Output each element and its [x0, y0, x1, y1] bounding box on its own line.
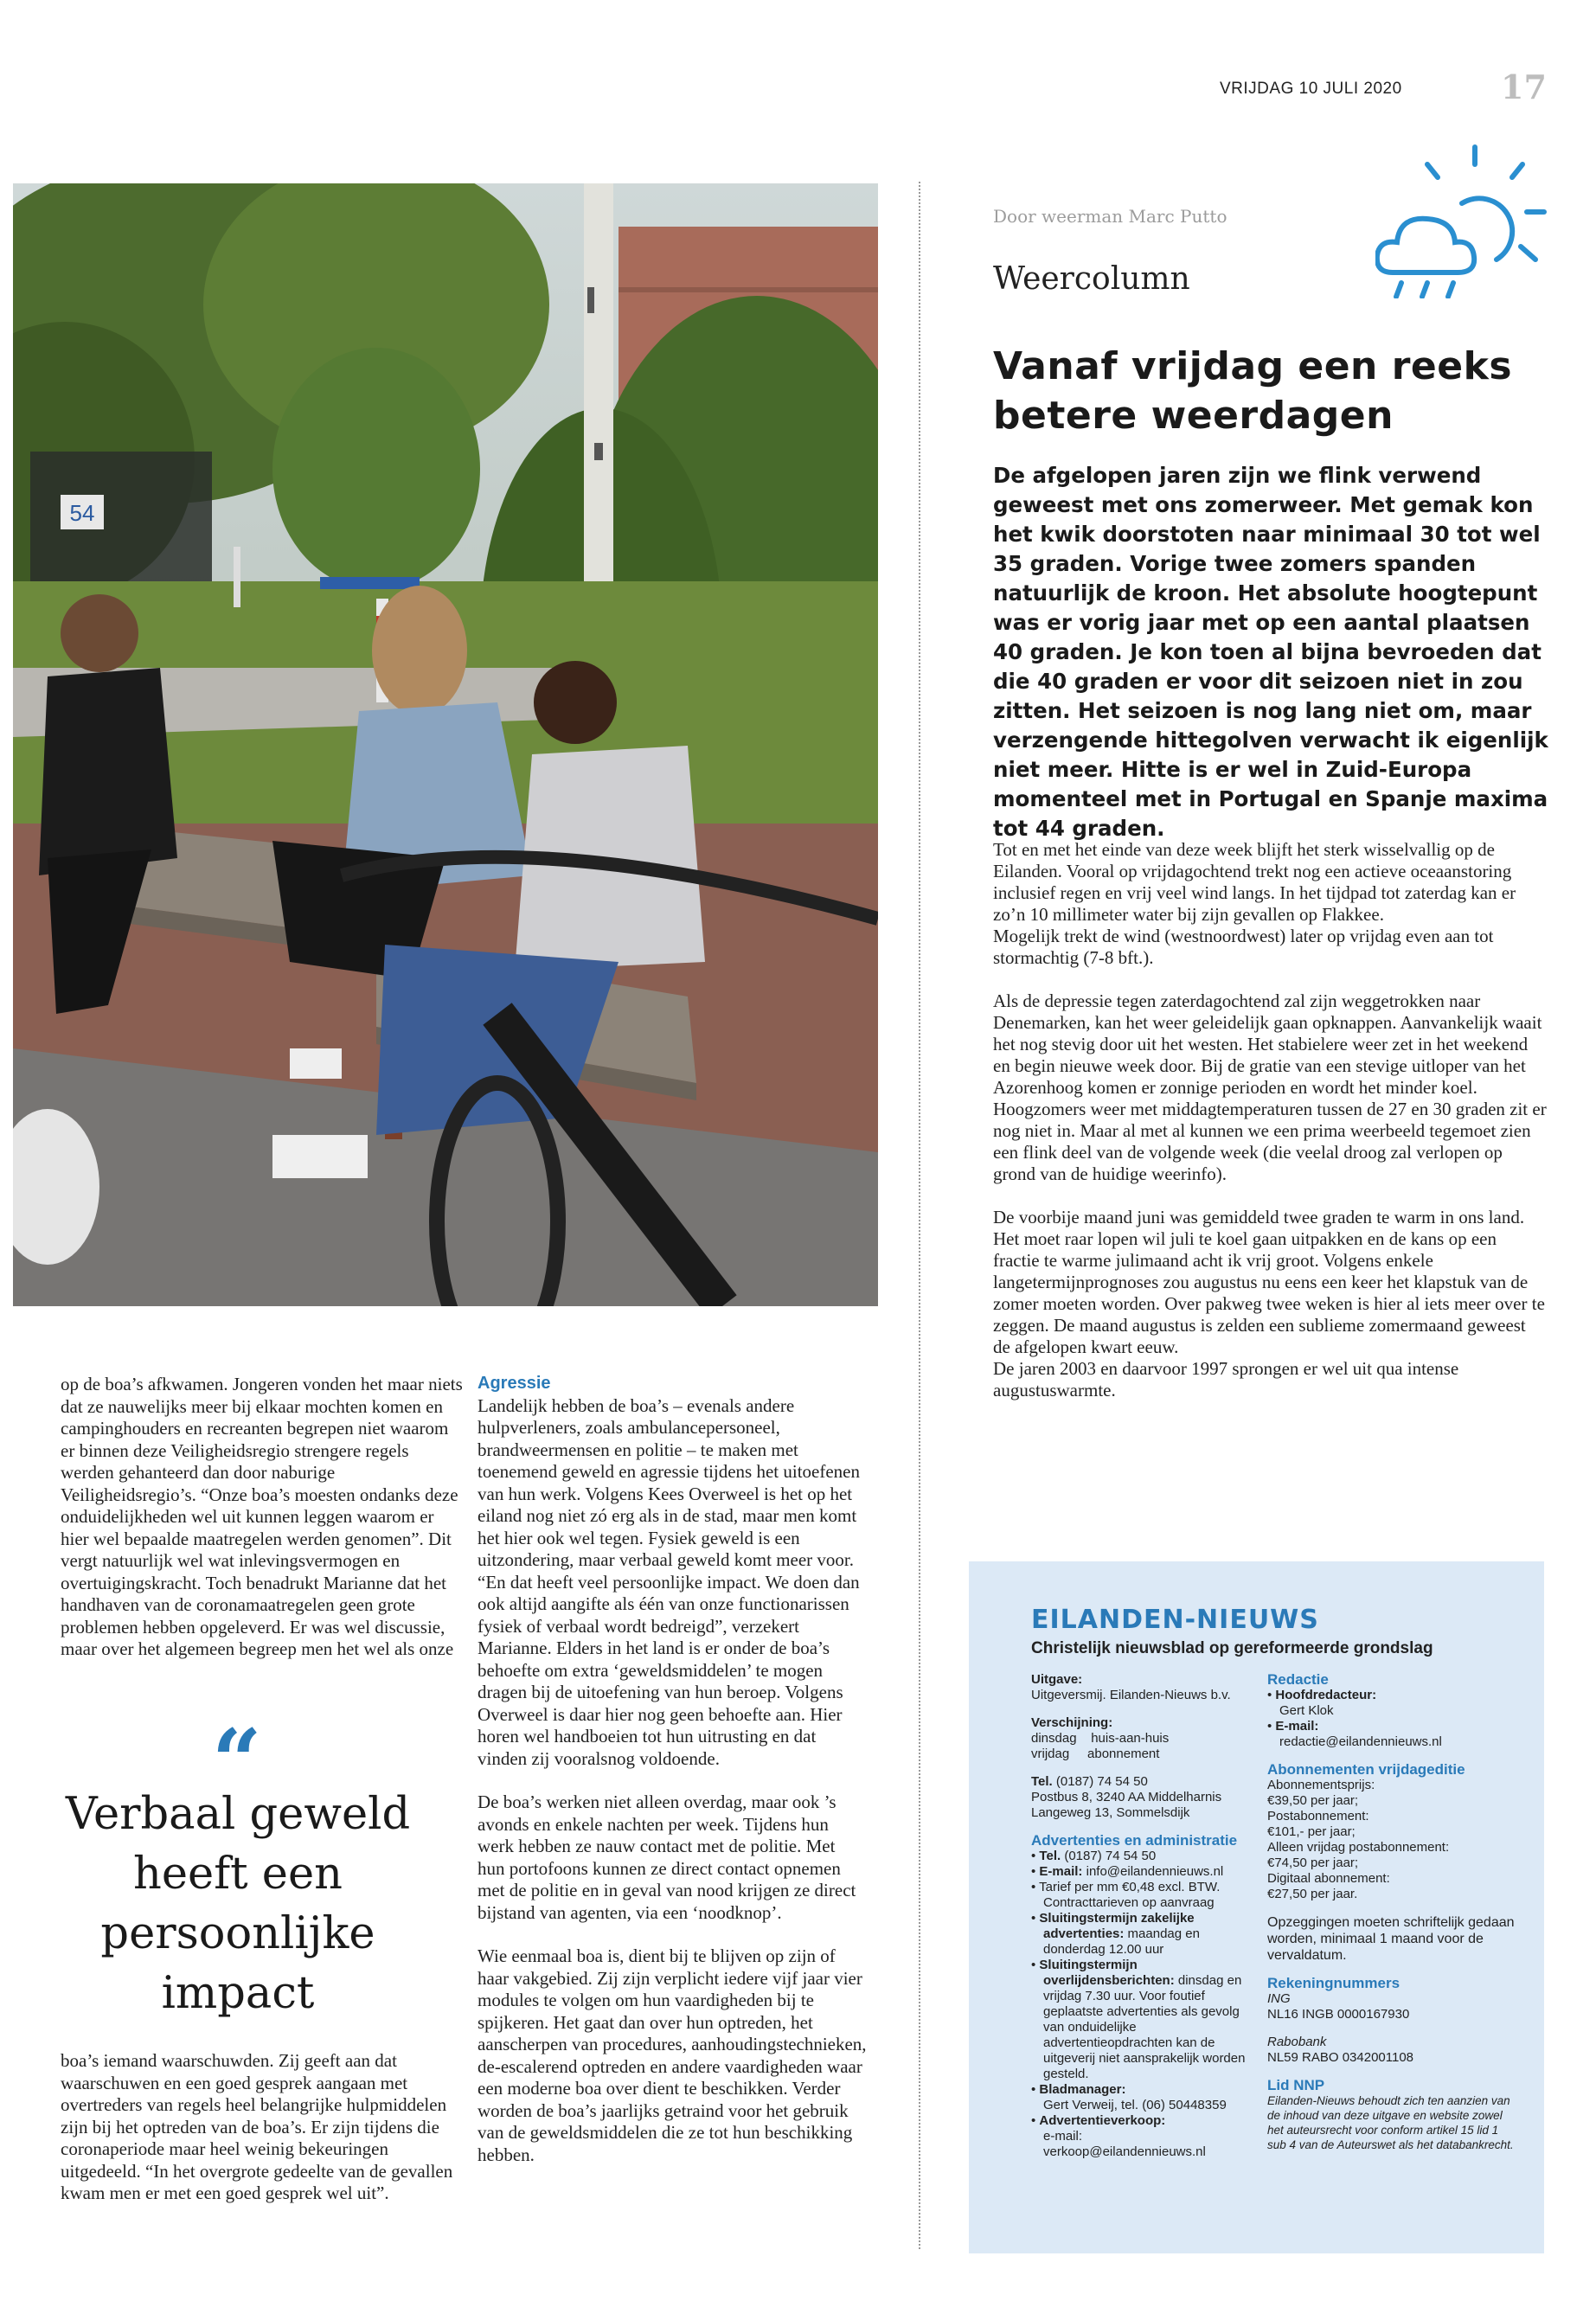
fence-sign-number: 54 — [69, 500, 95, 526]
colofon-column-right: Redactie • Hoofdredacteur: Gert Klok • E-mail: redactie@eilandennieuws.nl Abonnementen vrijdageditie Abonnementsprijs: €39,50 per jaar; Postabonnement: €101,- per jaar; Alleen vrijdag postabonnement: €74,50 per jaar; Digitaal abonnement: €27,50 per jaar. Opzeggingen moeten schriftelijk gedaan worden, minimaal 1 maand voor de vervaldatum. Rekeningnummers ING NL16 INGB 0000167930 Rabobank NL59 RABO 0342001108 Lid NNP Eilanden-Nieuws behoudt zich ten aanzien van de inhoud van deze uitgave en website zowel het auteursrecht voor conform artikel 15 lid 1 sub 4 van de Auteurswet als het databankrecht. — [1267, 1672, 1518, 2152]
article-photo — [13, 183, 878, 1306]
section-title: Redactie — [1267, 1671, 1329, 1688]
column-title: Weercolumn — [993, 261, 1190, 297]
article-paragraph: Landelijk hebben de boa’s – evenals andere hulpverleners, zoals ambulancepersoneel, brandweermensen en politie – te maken met toenemend geweld en agressie tijdens het uitoefenen van hun werk. Volgens Kees Overweel is het op het eiland nog niet zó erg als in de stad, maar men komt het hier ook wel tegen. Fysiek geweld is een uitzondering, maar verbaal geweld komt meer voor. “En dat heeft veel persoonlijke impact. We doen dan ook altijd aangifte als één van onze functionarissen fysiek of verbaal wordt bedreigd”, verzekert Marianne. Elders in het land is er onder de boa’s behoefte om extra ‘geweldsmiddelen’ te mogen dragen bij de uitoefening van hun beroep. Volgens Overweel is daar hier nog geen behoefte aan. Hier horen wel handboeien tot hun uitrusting en dat vinden zij vooralsnog voldoende. — [478, 1394, 861, 1769]
section-title: Lid NNP — [1267, 2077, 1325, 2093]
article-paragraph: De boa’s werken niet alleen overdag, maar ook ’s avonds en enkele nachten per week. Tijdens hun werk hebben ze nauw contact met de politie. Met hun portofoons kunnen ze direct contact opnemen met de politie en in geval van nood krijgen ze direct bijstand van agenten, via een ‘noodknop’. — [478, 1791, 856, 1923]
column-divider — [919, 182, 920, 2249]
article-paragraph: Wie eenmaal boa is, dient bij te blijven op zijn of haar vakgebied. Zij zijn verplicht iedere vijf jaar vier modules te volgen om hun vaardigheden bij te spijkeren. Het gaat dan over hun optreden, het aanscherpen van procedures, aanhoudingstechnieken, de-escalerend optreden en andere vaardigheden waar een moderne boa over dient te beschikken. Verder worden de boa’s jaarlijks getraind voor het gebruik van de geweldsmiddelen die ze tot hun beschikking hebben. — [478, 1945, 867, 2165]
weather-headline: Vanaf vrijdag een reeks betere weerdagen — [993, 344, 1513, 438]
email-link[interactable]: info@eilandennieuws.nl — [1082, 1864, 1224, 1879]
article-column-2 — [478, 1373, 867, 2188]
brand-logo: EILANDEN-NIEUWS — [1031, 1605, 1319, 1635]
quote-mark-icon: “ — [212, 1710, 262, 1812]
weather-body — [993, 839, 1547, 1423]
email-link[interactable]: verkoop@eilandennieuws.nl — [1043, 2144, 1206, 2159]
email-link[interactable]: redactie@eilandennieuws.nl — [1279, 1734, 1442, 1749]
issue-date: VRIJDAG 10 JULI 2020 — [1220, 80, 1402, 98]
weather-paragraph: De voorbije maand juni was gemiddeld twee graden te warm in ons land. Het moet raar lopen wil juli te koel gaan uitpakken en de kans op een fractie te warme julimaand acht ik vrij groot. Volgens enkele langetermijnprognoses zou augustus nu eens een keer het klapstuk van de zomer moeten worden. Over pakweg twee weken is hier al iets meer over te zeggen. De maand augustus is zelden een sublieme zomermaand geweest de afgelopen kwart eeuw. De jaren 2003 en daarvoor 1997 sprongen er wel uit qua intense augustuswarmte. — [993, 1207, 1545, 1400]
weather-paragraph: Tot en met het einde van deze week blijft het sterk wisselvallig op de Eilanden. Vooral op vrijdagochtend trekt nog een actieve oceaanstoring inclusief regen en vrij veel wind langs. In het tijdpad tot zaterdag kan er zo’n 10 millimeter water bij zijn gevallen op Flakkee. Mogelijk trekt de wind (westnoordwest) later op vrijdag even aan tot stormachtig (7-8 bft.). — [993, 839, 1516, 968]
byline: Door weerman Marc Putto — [993, 206, 1227, 227]
pull-quote: Verbaal geweld heeft een persoonlijke impact — [65, 1789, 411, 2019]
article-column-1-bottom: boa’s iemand waarschuwden. Zij geeft aan dat waarschuwen en een goed gesprek aangaan met overtreders van regels heel belangrijke hulpmiddelen zijn bij het optreden van de boa’s. Er zijn tijdens die coronaperiode maar heel weinig bekeuringen uitgedeeld. “In het overgrote gedeelte van de gevallen kwam men er met een goed gesprek wel uit”. — [61, 2050, 453, 2203]
colofon-column-left: Uitgave: Uitgeversmij. Eilanden-Nieuws b.v. Verschijning: dinsdag huis-aan-huis vrijdag abonnement Tel. (0187) 74 54 50 Postbus 8, 3240 AA Middelharnis Langeweg 13, Sommelsdijk Advertenties en administratie • Tel. (0187) 74 54 50 • E-mail: info@eilandennieuws.nl • Tarief per mm €0,48 excl. BTW. Contracttarieven op aanvraag • Sluitingstermijn zakelijke advertenties: maandag en donderdag 12.00 uur • Sluitingstermijn overlijdensberichten: dinsdag en vrijdag 7.30 uur. Voor foutief geplaatste advertenties als gevolg van onduidelijke advertentieopdrachten kan de uitgeverij niet aansprakelijk worden gesteld. • Bladmanager: Gert Verweij, tel. (06) 50448359 • Advertentieverkoop: e-mail: verkoop@eilandennieuws.nl — [1031, 1672, 1247, 2160]
article-column-1-top: op de boa’s afkwamen. Jongeren vonden het maar niets dat ze nauwelijks meer bij elkaar mochten komen en campinghouders en recreanten begrepen niet waarom er binnen deze Veiligheidsregio strengere regels werden gehanteerd dan door naburige Veiligheidsregio’s. “Onze boa’s moesten ondanks deze onduidelijkheden wel uit kunnen leggen waarom er hier wel bepaalde maatregelen werden genomen”. Dit vergt natuurlijk wel wat inlevingsvermogen en overtuigingskracht. Toch benadrukt Marianne dat het handhaven van de coronamaatregelen geen grote problemen hebben opgeleverd. Er was wel discussie, maar over het algemeen begreep men het wel als onze — [61, 1374, 463, 1659]
section-title: Abonnementen vrijdageditie — [1267, 1761, 1465, 1778]
article-subheading: Agressie — [478, 1374, 551, 1393]
page-number: 17 — [1501, 67, 1547, 106]
colofon-box — [969, 1561, 1544, 2253]
section-title: Advertenties en administratie — [1031, 1832, 1238, 1849]
brand-tagline: Christelijk nieuwsblad op gereformeerde grondslag — [1031, 1639, 1433, 1657]
weather-paragraph: Als de depressie tegen zaterdagochtend zal zijn weggetrokken naar Denemarken, kan het weer geleidelijk gaan opknappen. Aanvankelijk waait het nog stevig door uit het westen. Het stabielere weer zet in het weekend en begin nieuwe week door. Bij de gratie van een stevige uitloper van het Azorenhoog komen er zonnige perioden en wordt het minder koel. Hoogzomers weer met middagtemperaturen tussen de 27 en 30 graden zit er nog niet in. Maar al met al kunnen we een prima weerbeeld tegemoet zien een flink deel van de volgende week (die veelal droog zal verlopen op grond van de huidige weerinfo). — [993, 990, 1547, 1184]
section-title: Rekeningnummers — [1267, 1975, 1401, 1991]
weather-sun-cloud-icon — [1375, 143, 1548, 298]
weather-intro: De afgelopen jaren zijn we flink verwend geweest met ons zomerweer. Met gemak kon het kwik doorstoten naar minimaal 30 tot wel 35 graden. Vorige twee zomers spanden natuurlijk de kroon. Het absolute hoogtepunt was er vorig jaar met op een aantal plaatsen 40 graden. Je kon toen al bijna bevroeden dat die 40 graden er voor dit seizoen niet in zou zitten. Het seizoen is nog lang niet om, maar verzengende hittegolven verwacht ik eigenlijk niet meer. Hitte is er wel in Zuid-Europa momenteel met in Portugal en Spanje maxima tot 44 graden. — [993, 463, 1548, 841]
